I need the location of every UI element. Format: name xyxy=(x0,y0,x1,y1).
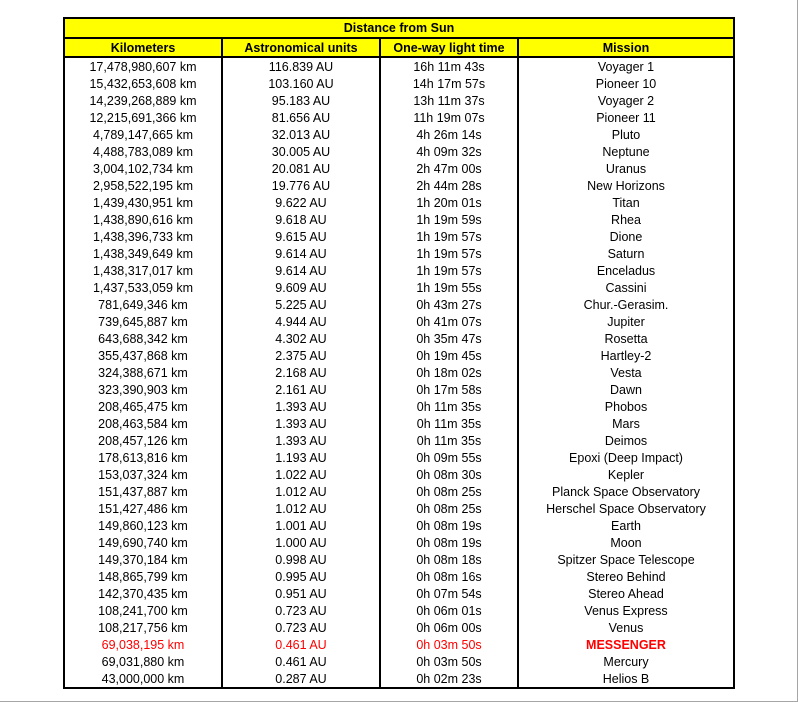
cell-light-time: 0h 02m 23s xyxy=(380,670,518,688)
cell-light-time: 14h 17m 57s xyxy=(380,75,518,92)
cell-au: 116.839 AU xyxy=(222,57,380,75)
table-row xyxy=(64,381,734,398)
table-row xyxy=(64,670,734,688)
cell-light-time: 13h 11m 37s xyxy=(380,92,518,109)
cell-mission: Venus Express xyxy=(518,602,734,619)
cell-mission: Herschel Space Observatory xyxy=(518,500,734,517)
table-row xyxy=(64,330,734,347)
distance-table xyxy=(63,17,735,689)
cell-au: 19.776 AU xyxy=(222,177,380,194)
cell-au: 103.160 AU xyxy=(222,75,380,92)
cell-kilometers: 17,478,980,607 km xyxy=(64,57,222,75)
cell-kilometers: 355,437,868 km xyxy=(64,347,222,364)
cell-kilometers: 781,649,346 km xyxy=(64,296,222,313)
cell-kilometers: 1,438,317,017 km xyxy=(64,262,222,279)
cell-light-time: 2h 44m 28s xyxy=(380,177,518,194)
cell-mission: Hartley-2 xyxy=(518,347,734,364)
cell-kilometers: 208,465,475 km xyxy=(64,398,222,415)
cell-kilometers: 2,958,522,195 km xyxy=(64,177,222,194)
table-row xyxy=(64,466,734,483)
cell-mission: Voyager 2 xyxy=(518,92,734,109)
table-row xyxy=(64,500,734,517)
cell-light-time: 4h 09m 32s xyxy=(380,143,518,160)
table-header-row xyxy=(64,38,734,57)
cell-mission: Helios B xyxy=(518,670,734,688)
cell-light-time: 0h 03m 50s xyxy=(380,653,518,670)
cell-light-time: 0h 43m 27s xyxy=(380,296,518,313)
cell-mission: Cassini xyxy=(518,279,734,296)
table-row xyxy=(64,211,734,228)
cell-light-time: 2h 47m 00s xyxy=(380,160,518,177)
cell-au: 0.287 AU xyxy=(222,670,380,688)
cell-light-time: 0h 08m 18s xyxy=(380,551,518,568)
cell-mission: Kepler xyxy=(518,466,734,483)
cell-light-time: 0h 07m 54s xyxy=(380,585,518,602)
cell-au: 1.012 AU xyxy=(222,483,380,500)
cell-au: 0.998 AU xyxy=(222,551,380,568)
cell-au: 2.161 AU xyxy=(222,381,380,398)
table-row xyxy=(64,398,734,415)
cell-light-time: 1h 19m 57s xyxy=(380,245,518,262)
cell-light-time: 0h 08m 30s xyxy=(380,466,518,483)
cell-mission: Voyager 1 xyxy=(518,57,734,75)
cell-kilometers: 324,388,671 km xyxy=(64,364,222,381)
cell-light-time: 1h 20m 01s xyxy=(380,194,518,211)
table-row xyxy=(64,75,734,92)
cell-light-time: 0h 08m 16s xyxy=(380,568,518,585)
cell-kilometers: 178,613,816 km xyxy=(64,449,222,466)
cell-mission: Stereo Behind xyxy=(518,568,734,585)
cell-au: 9.614 AU xyxy=(222,262,380,279)
cell-kilometers: 151,427,486 km xyxy=(64,500,222,517)
header-kilometers: Kilometers xyxy=(64,38,222,57)
cell-mission: Rosetta xyxy=(518,330,734,347)
table-row xyxy=(64,57,734,75)
table-row xyxy=(64,313,734,330)
table-row xyxy=(64,143,734,160)
cell-light-time: 0h 08m 19s xyxy=(380,534,518,551)
cell-kilometers: 149,860,123 km xyxy=(64,517,222,534)
cell-kilometers: 1,438,890,616 km xyxy=(64,211,222,228)
cell-light-time: 11h 19m 07s xyxy=(380,109,518,126)
cell-mission: Pioneer 11 xyxy=(518,109,734,126)
cell-light-time: 16h 11m 43s xyxy=(380,57,518,75)
cell-kilometers: 149,690,740 km xyxy=(64,534,222,551)
cell-au: 20.081 AU xyxy=(222,160,380,177)
table-row xyxy=(64,449,734,466)
cell-mission: Planck Space Observatory xyxy=(518,483,734,500)
cell-light-time: 0h 08m 19s xyxy=(380,517,518,534)
cell-light-time: 0h 17m 58s xyxy=(380,381,518,398)
header-mission: Mission xyxy=(518,38,734,57)
cell-mission: Neptune xyxy=(518,143,734,160)
table-row xyxy=(64,517,734,534)
cell-mission: Enceladus xyxy=(518,262,734,279)
cell-kilometers: 1,438,396,733 km xyxy=(64,228,222,245)
cell-mission: Deimos xyxy=(518,432,734,449)
cell-au: 81.656 AU xyxy=(222,109,380,126)
cell-kilometers: 739,645,887 km xyxy=(64,313,222,330)
cell-kilometers: 12,215,691,366 km xyxy=(64,109,222,126)
cell-kilometers: 4,488,783,089 km xyxy=(64,143,222,160)
cell-mission: Moon xyxy=(518,534,734,551)
cell-au: 1.012 AU xyxy=(222,500,380,517)
table-row xyxy=(64,432,734,449)
cell-light-time: 1h 19m 59s xyxy=(380,211,518,228)
cell-mission: Saturn xyxy=(518,245,734,262)
cell-light-time: 0h 08m 25s xyxy=(380,483,518,500)
cell-mission: Mars xyxy=(518,415,734,432)
cell-au: 1.393 AU xyxy=(222,415,380,432)
cell-light-time: 1h 19m 57s xyxy=(380,228,518,245)
cell-mission: Pluto xyxy=(518,126,734,143)
cell-kilometers: 149,370,184 km xyxy=(64,551,222,568)
cell-light-time: 0h 11m 35s xyxy=(380,432,518,449)
cell-light-time: 0h 11m 35s xyxy=(380,415,518,432)
table-row xyxy=(64,177,734,194)
cell-au: 9.615 AU xyxy=(222,228,380,245)
cell-mission: Jupiter xyxy=(518,313,734,330)
cell-au: 5.225 AU xyxy=(222,296,380,313)
cell-kilometers: 3,004,102,734 km xyxy=(64,160,222,177)
table-row xyxy=(64,364,734,381)
cell-light-time: 0h 19m 45s xyxy=(380,347,518,364)
cell-mission: Dione xyxy=(518,228,734,245)
table-row xyxy=(64,585,734,602)
cell-mission: Earth xyxy=(518,517,734,534)
cell-au: 95.183 AU xyxy=(222,92,380,109)
cell-kilometers: 323,390,903 km xyxy=(64,381,222,398)
table-row xyxy=(64,568,734,585)
cell-au: 9.609 AU xyxy=(222,279,380,296)
cell-mission: Epoxi (Deep Impact) xyxy=(518,449,734,466)
cell-au: 1.193 AU xyxy=(222,449,380,466)
cell-mission: New Horizons xyxy=(518,177,734,194)
table-row xyxy=(64,534,734,551)
cell-light-time: 0h 03m 50s xyxy=(380,636,518,653)
cell-mission: Phobos xyxy=(518,398,734,415)
table-row xyxy=(64,551,734,568)
table-row xyxy=(64,619,734,636)
cell-light-time: 0h 18m 02s xyxy=(380,364,518,381)
cell-kilometers: 643,688,342 km xyxy=(64,330,222,347)
table-row xyxy=(64,126,734,143)
cell-light-time: 1h 19m 57s xyxy=(380,262,518,279)
cell-mission: Titan xyxy=(518,194,734,211)
cell-kilometers: 208,463,584 km xyxy=(64,415,222,432)
cell-mission: Chur.-Gerasim. xyxy=(518,296,734,313)
cell-au: 1.001 AU xyxy=(222,517,380,534)
cell-light-time: 0h 35m 47s xyxy=(380,330,518,347)
cell-au: 1.393 AU xyxy=(222,432,380,449)
table-row xyxy=(64,653,734,670)
cell-au: 9.618 AU xyxy=(222,211,380,228)
cell-light-time: 1h 19m 55s xyxy=(380,279,518,296)
cell-au: 0.461 AU xyxy=(222,636,380,653)
cell-au: 2.375 AU xyxy=(222,347,380,364)
cell-au: 0.995 AU xyxy=(222,568,380,585)
cell-kilometers: 4,789,147,665 km xyxy=(64,126,222,143)
cell-kilometers: 108,241,700 km xyxy=(64,602,222,619)
cell-au: 1.022 AU xyxy=(222,466,380,483)
table-row xyxy=(64,602,734,619)
cell-au: 0.951 AU xyxy=(222,585,380,602)
cell-au: 4.302 AU xyxy=(222,330,380,347)
cell-au: 32.013 AU xyxy=(222,126,380,143)
table-row xyxy=(64,347,734,364)
cell-kilometers: 142,370,435 km xyxy=(64,585,222,602)
cell-mission: Stereo Ahead xyxy=(518,585,734,602)
cell-kilometers: 151,437,887 km xyxy=(64,483,222,500)
table-row xyxy=(64,194,734,211)
table-body xyxy=(64,57,734,688)
cell-au: 4.944 AU xyxy=(222,313,380,330)
table-row xyxy=(64,109,734,126)
cell-mission: Mercury xyxy=(518,653,734,670)
cell-au: 30.005 AU xyxy=(222,143,380,160)
table-row xyxy=(64,636,734,653)
table-row xyxy=(64,160,734,177)
cell-au: 1.000 AU xyxy=(222,534,380,551)
cell-mission: Uranus xyxy=(518,160,734,177)
cell-kilometers: 69,038,195 km xyxy=(64,636,222,653)
cell-mission: Spitzer Space Telescope xyxy=(518,551,734,568)
table-row xyxy=(64,228,734,245)
cell-au: 0.723 AU xyxy=(222,602,380,619)
table-row xyxy=(64,92,734,109)
table-title: Distance from Sun xyxy=(64,18,734,38)
cell-kilometers: 148,865,799 km xyxy=(64,568,222,585)
cell-kilometers: 108,217,756 km xyxy=(64,619,222,636)
table-row xyxy=(64,483,734,500)
cell-kilometers: 43,000,000 km xyxy=(64,670,222,688)
table-row xyxy=(64,296,734,313)
cell-light-time: 0h 06m 01s xyxy=(380,602,518,619)
cell-au: 0.723 AU xyxy=(222,619,380,636)
cell-mission: Venus xyxy=(518,619,734,636)
cell-light-time: 4h 26m 14s xyxy=(380,126,518,143)
cell-kilometers: 14,239,268,889 km xyxy=(64,92,222,109)
cell-au: 9.614 AU xyxy=(222,245,380,262)
cell-mission: Rhea xyxy=(518,211,734,228)
cell-light-time: 0h 09m 55s xyxy=(380,449,518,466)
cell-light-time: 0h 41m 07s xyxy=(380,313,518,330)
cell-kilometers: 1,437,533,059 km xyxy=(64,279,222,296)
cell-kilometers: 153,037,324 km xyxy=(64,466,222,483)
cell-mission: Pioneer 10 xyxy=(518,75,734,92)
header-light-time: One-way light time xyxy=(380,38,518,57)
table-row xyxy=(64,262,734,279)
cell-light-time: 0h 08m 25s xyxy=(380,500,518,517)
cell-mission: Dawn xyxy=(518,381,734,398)
header-astronomical-units: Astronomical units xyxy=(222,38,380,57)
cell-light-time: 0h 06m 00s xyxy=(380,619,518,636)
table-row xyxy=(64,245,734,262)
cell-au: 1.393 AU xyxy=(222,398,380,415)
cell-kilometers: 69,031,880 km xyxy=(64,653,222,670)
cell-light-time: 0h 11m 35s xyxy=(380,398,518,415)
cell-au: 0.461 AU xyxy=(222,653,380,670)
cell-kilometers: 208,457,126 km xyxy=(64,432,222,449)
cell-au: 9.622 AU xyxy=(222,194,380,211)
table-row xyxy=(64,279,734,296)
cell-au: 2.168 AU xyxy=(222,364,380,381)
table-row xyxy=(64,415,734,432)
cell-kilometers: 1,439,430,951 km xyxy=(64,194,222,211)
cell-kilometers: 1,438,349,649 km xyxy=(64,245,222,262)
table-title-row xyxy=(64,18,734,38)
cell-mission: MESSENGER xyxy=(518,636,734,653)
cell-mission: Vesta xyxy=(518,364,734,381)
cell-kilometers: 15,432,653,608 km xyxy=(64,75,222,92)
